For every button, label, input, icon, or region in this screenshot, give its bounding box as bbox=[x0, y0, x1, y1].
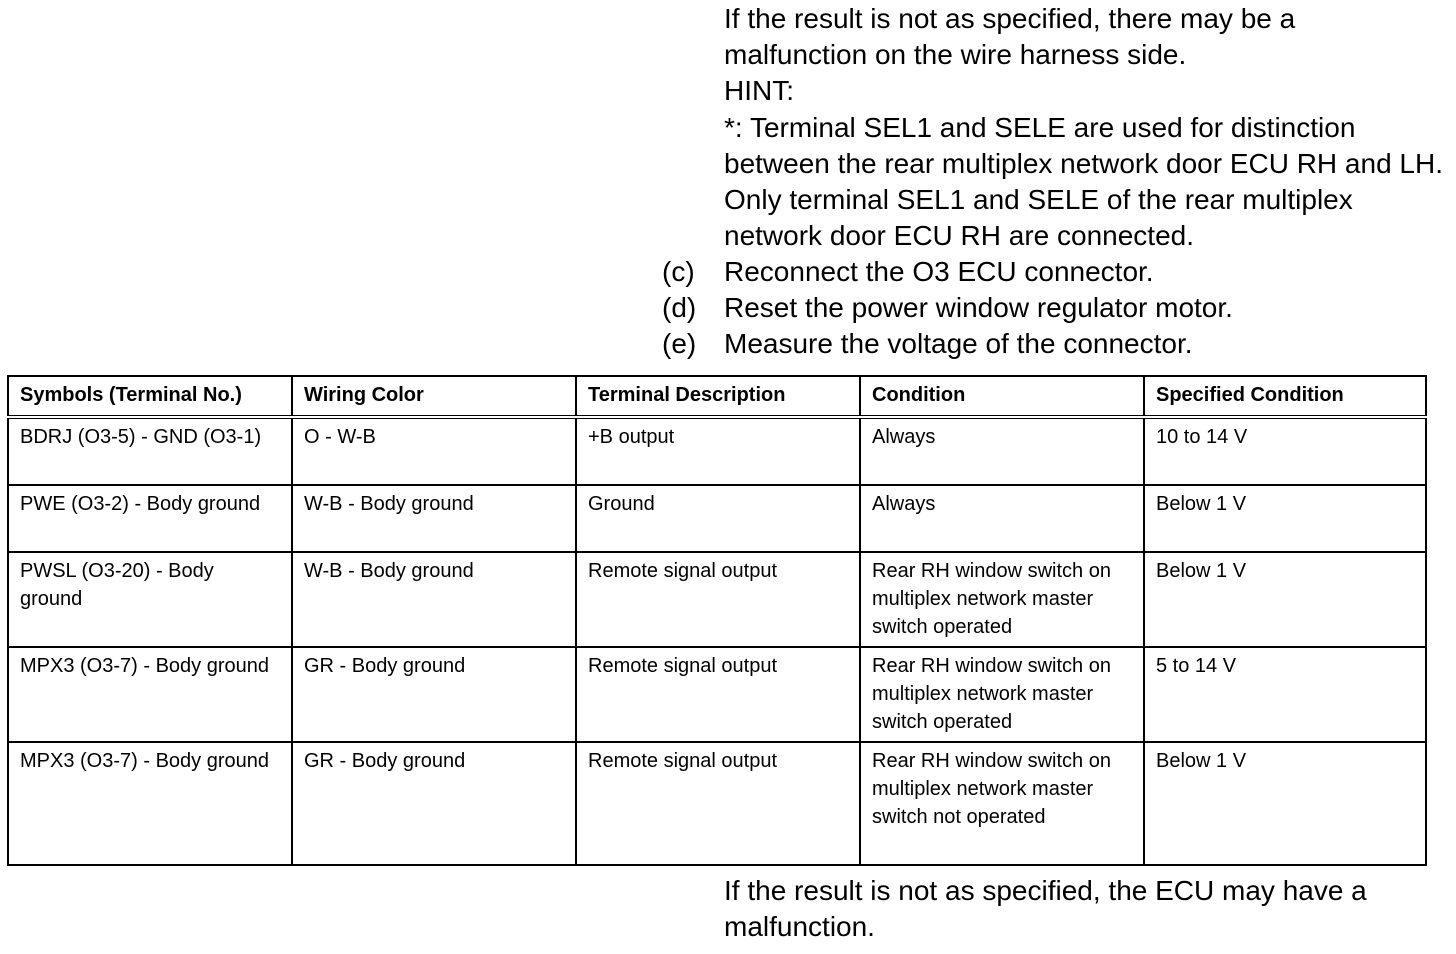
cell-wiring-color: W-B - Body ground bbox=[292, 485, 576, 552]
header-wiring-color: Wiring Color bbox=[292, 376, 576, 417]
cell-symbols: MPX3 (O3-7) - Body ground bbox=[8, 742, 292, 865]
step-text: Reset the power window regulator motor. bbox=[724, 292, 1233, 324]
cell-condition: Rear RH window switch on multiplex network master switch operated bbox=[860, 552, 1144, 647]
result-note-ecu: If the result is not as specified, the ECU may have a malfunction. bbox=[724, 875, 1367, 943]
cell-condition: Always bbox=[860, 417, 1144, 485]
voltage-spec-table bbox=[7, 375, 1427, 866]
header-symbols: Symbols (Terminal No.) bbox=[8, 376, 292, 417]
cell-condition: Rear RH window switch on multiplex network master switch operated bbox=[860, 647, 1144, 742]
step-marker: (e) bbox=[662, 328, 697, 360]
bottom-note-block bbox=[724, 873, 1444, 945]
cell-specified-condition: 5 to 14 V bbox=[1144, 647, 1426, 742]
cell-terminal-description: Ground bbox=[576, 485, 860, 552]
cell-symbols: PWE (O3-2) - Body ground bbox=[8, 485, 292, 552]
table-row bbox=[8, 417, 1426, 485]
table-header-row bbox=[8, 376, 1426, 417]
table-row bbox=[8, 647, 1426, 742]
cell-specified-condition: Below 1 V bbox=[1144, 552, 1426, 647]
header-condition: Condition bbox=[860, 376, 1144, 417]
step-c bbox=[662, 254, 1233, 290]
cell-terminal-description: +B output bbox=[576, 417, 860, 485]
step-e bbox=[662, 326, 1233, 362]
table-row bbox=[8, 485, 1426, 552]
cell-symbols: MPX3 (O3-7) - Body ground bbox=[8, 647, 292, 742]
step-text: Reconnect the O3 ECU connector. bbox=[724, 256, 1154, 287]
cell-terminal-description: Remote signal output bbox=[576, 552, 860, 647]
cell-condition: Always bbox=[860, 485, 1144, 552]
result-note-harness: If the result is not as specified, there may be a malfunction on the wire harness side. bbox=[724, 3, 1296, 71]
cell-terminal-description: Remote signal output bbox=[576, 647, 860, 742]
cell-symbols: BDRJ (O3-5) - GND (O3-1) bbox=[8, 417, 292, 485]
procedure-steps bbox=[662, 254, 1233, 363]
step-text: Measure the voltage of the connector. bbox=[724, 328, 1193, 360]
cell-condition: Rear RH window switch on multiplex network master switch not operated bbox=[860, 742, 1144, 865]
cell-terminal-description: Remote signal output bbox=[576, 742, 860, 865]
cell-symbols: PWSL (O3-20) - Body ground bbox=[8, 552, 292, 647]
cell-specified-condition: Below 1 V bbox=[1144, 485, 1426, 552]
top-note-block bbox=[724, 1, 1444, 254]
cell-wiring-color: GR - Body ground bbox=[292, 742, 576, 865]
step-marker: (d) bbox=[662, 292, 697, 324]
table-row bbox=[8, 742, 1426, 865]
header-specified-condition: Specified Condition bbox=[1144, 376, 1426, 417]
step-marker: (c) bbox=[662, 256, 695, 287]
cell-specified-condition: 10 to 14 V bbox=[1144, 417, 1426, 485]
step-d bbox=[662, 290, 1233, 326]
table-row bbox=[8, 552, 1426, 647]
header-terminal-description: Terminal Description bbox=[576, 376, 860, 417]
cell-wiring-color: W-B - Body ground bbox=[292, 552, 576, 647]
hint-text: *: Terminal SEL1 and SELE are used for distinction between the rear multiplex network door ECU RH and LH. Only terminal SEL1 and SELE of the rear multiplex network door ECU RH are connected. bbox=[724, 111, 1444, 252]
cell-wiring-color: O - W-B bbox=[292, 417, 576, 485]
cell-wiring-color: GR - Body ground bbox=[292, 647, 576, 742]
hint-label: HINT: bbox=[724, 75, 794, 107]
cell-specified-condition: Below 1 V bbox=[1144, 742, 1426, 865]
